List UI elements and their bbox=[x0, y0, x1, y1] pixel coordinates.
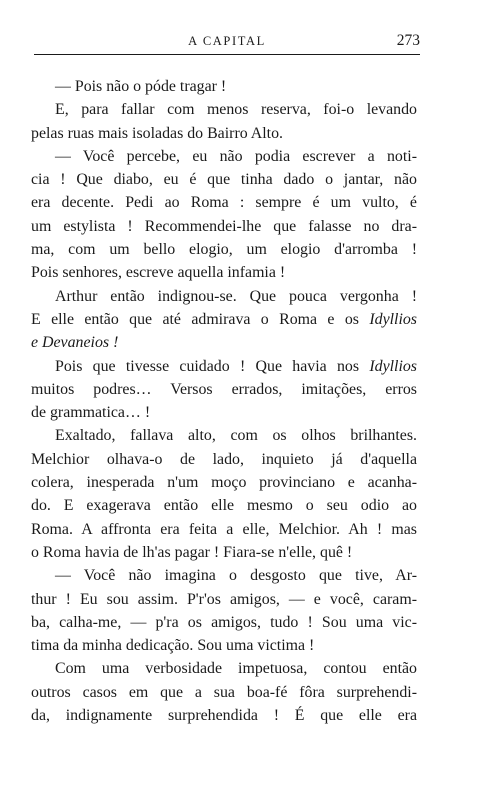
text-line: muitos podres… Versos errados, imitações, erros bbox=[31, 380, 417, 398]
text-line: Exaltado, fallava alto, com os olhos brilhantes. bbox=[55, 427, 417, 445]
text-line: da, indignamente surprehendida ! É que elle era bbox=[31, 707, 417, 725]
text-line bbox=[31, 355, 417, 378]
page-number: 273 bbox=[396, 32, 420, 49]
book-title-devaneios: e Devaneios ! bbox=[31, 334, 119, 352]
text-line: de grammatica… ! bbox=[31, 404, 151, 422]
text-line: ba, calha-me, — p'ra os amigos, tudo ! Sou uma vic- bbox=[31, 613, 417, 631]
book-title-idyllios: Idyllios bbox=[369, 357, 417, 375]
text-line: Roma. A affronta era feita a elle, Melchior. Ah ! mas bbox=[31, 520, 417, 538]
text-line bbox=[31, 308, 417, 331]
text-line: o Roma havia de lh'as pagar ! Fiara-se n'elle, quê ! bbox=[31, 543, 353, 561]
text-line: ma, com um bello elogio, um elogio d'arromba ! bbox=[31, 241, 417, 259]
text-line: — Pois não o póde tragar ! bbox=[55, 78, 227, 95]
text-line bbox=[31, 331, 417, 354]
body-text bbox=[31, 75, 417, 727]
text-line: Pois senhores, escreve aquella infamia ! bbox=[31, 264, 286, 282]
text-line: tima da minha dedicação. Sou uma victima ! bbox=[31, 637, 315, 655]
text-line: era decente. Pedi ao Roma : sempre é um vulto, é bbox=[31, 194, 417, 212]
text-line: — Você percebe, eu não podia escrever a noti- bbox=[55, 147, 417, 165]
running-head: A CAPITAL bbox=[188, 34, 266, 48]
header-rule bbox=[34, 54, 420, 55]
text-segment: E elle então que até admirava o Roma e os bbox=[31, 310, 370, 328]
text-line: colera, inesperada n'um moço provinciano e acanha- bbox=[31, 474, 417, 492]
text-line: E, para fallar com menos reserva, foi-o levando bbox=[55, 101, 417, 119]
text-line: do. E exagerava então elle mesmo o seu odio ao bbox=[31, 497, 417, 515]
text-line: um estylista ! Recommendei-lhe que falasse no dra- bbox=[31, 217, 417, 235]
text-line: Melchior olhava-o de lado, inquieto já d'aquella bbox=[31, 450, 417, 468]
page-header bbox=[34, 34, 420, 52]
text-line: thur ! Eu sou assim. P'r'os amigos, — e você, caram- bbox=[31, 590, 417, 608]
text-segment: Pois que tivesse cuidado ! Que havia nos bbox=[55, 357, 370, 375]
text-line: — Você não imagina o desgosto que tive, Ar- bbox=[55, 567, 417, 585]
text-line: pelas ruas mais isoladas do Bairro Alto. bbox=[31, 124, 283, 142]
text-line: Arthur então indignou-se. Que pouca vergonha ! bbox=[55, 287, 417, 305]
text-line: cia ! Que diabo, eu é que tinha dado o jantar, não bbox=[31, 171, 417, 189]
book-title-idyllios: Idyllios bbox=[369, 310, 417, 328]
text-line: outros casos em que a sua boa-fé fôra surprehendi- bbox=[31, 683, 417, 701]
text-line: Com uma verbosidade impetuosa, contou então bbox=[55, 660, 417, 678]
